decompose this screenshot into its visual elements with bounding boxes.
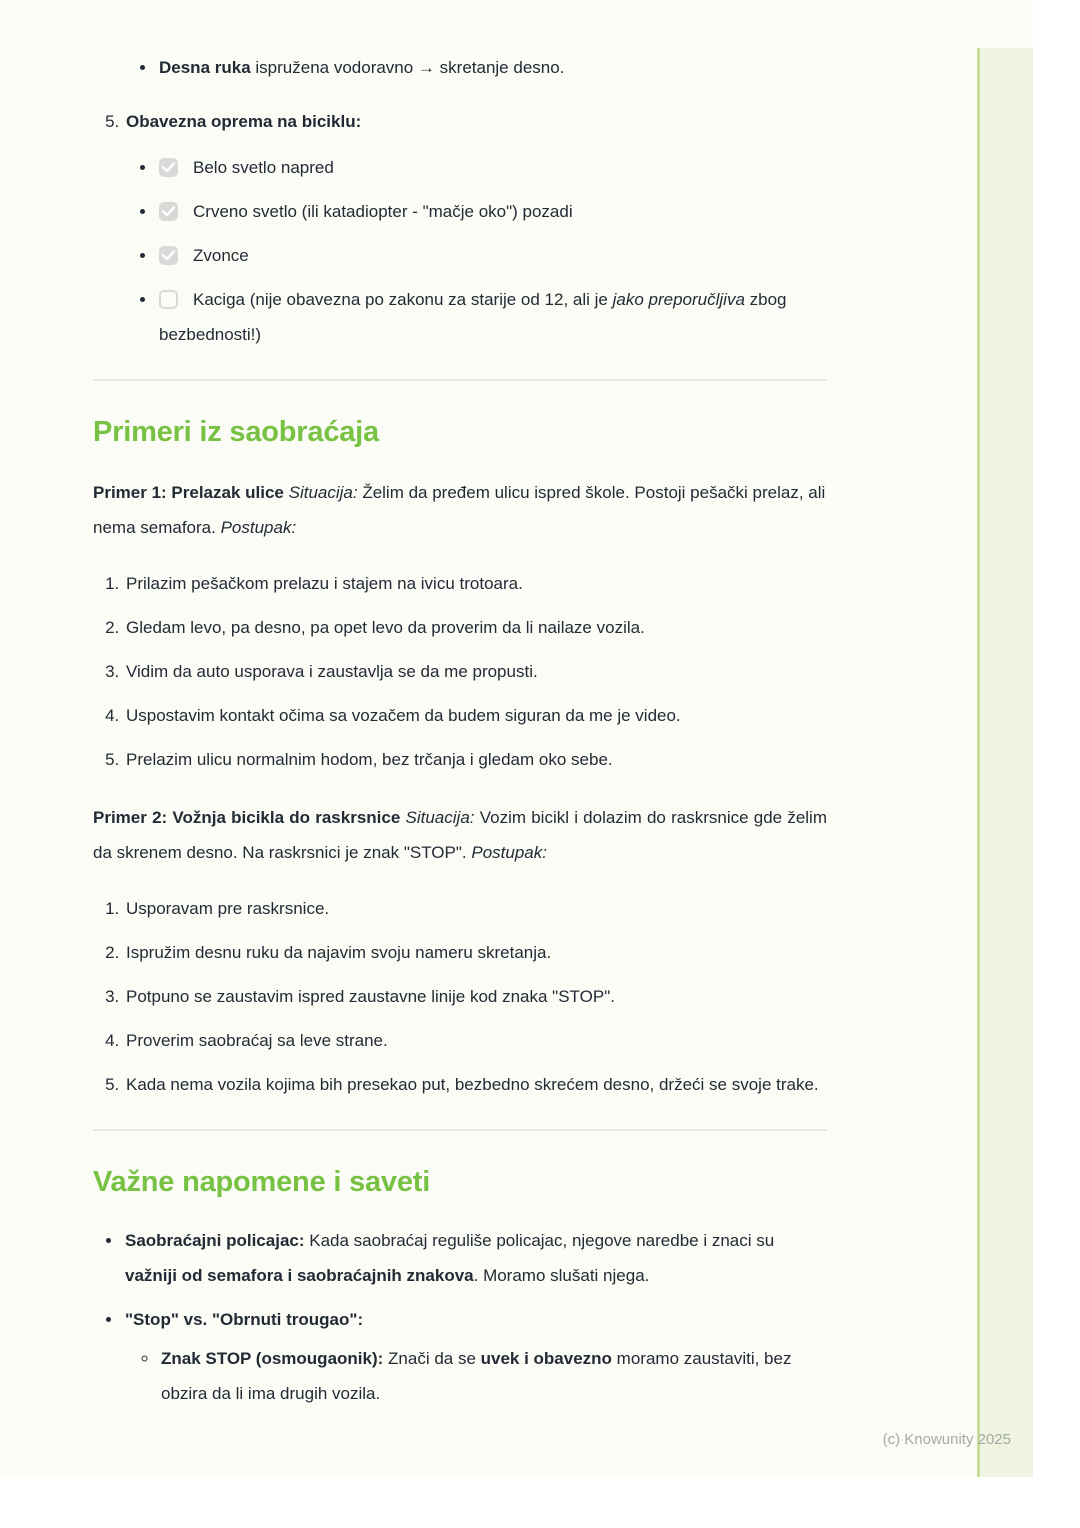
primer2-title: Primer 2: Vožnja bicikla do raskrsnice: [93, 808, 406, 827]
primer2-postupak-label: Postupak:: [471, 843, 547, 862]
equipment-item: [124, 104, 827, 352]
step-item: [124, 566, 827, 601]
checklist-label: Zvonce: [193, 246, 249, 265]
note-item: [123, 1302, 827, 1411]
checklist-item: [157, 238, 827, 273]
checklist-label: Kaciga (nije obavezna po zakonu za starije od 12, ali je: [193, 290, 613, 309]
step-item: [124, 1023, 827, 1058]
step-item: [124, 1067, 827, 1102]
subnote-item: [159, 1341, 827, 1411]
equipment-numbered-list: [93, 104, 827, 352]
step-text: Prilazim pešačkom prelazu i stajem na ivicu trotoara.: [126, 574, 523, 593]
checklist-item: [157, 282, 827, 352]
checklist-label: Crveno svetlo (ili katadiopter - "mačje oko") pozadi: [193, 202, 573, 221]
subnote-text: moramo zaustaviti, bez obzira da li ima drugih vozila.: [161, 1349, 792, 1403]
primer2-situacija-text: Vozim bicikl i dolazim do raskrsnice gde želim da skrenem desno. Na raskrsnici je znak "STOP".: [93, 808, 827, 862]
primer1-title: Primer 1: Prelazak ulice: [93, 483, 289, 502]
intro-bold-text: Desna ruka: [159, 58, 256, 77]
step-item: [124, 610, 827, 645]
equipment-title: Obavezna oprema na biciklu:: [126, 112, 362, 131]
step-item: [124, 979, 827, 1014]
subnote-bold: uvek i obavezno: [480, 1349, 612, 1368]
step-text: Ispružim desnu ruku da najavim svoju nameru skretanja.: [126, 943, 552, 962]
step-item: [124, 654, 827, 689]
subnote-bold: Znak STOP (osmougaonik):: [161, 1349, 384, 1368]
step-text: Kada nema vozila kojima bih presekao put, bezbedno skrećem desno, držeći se svoje trake.: [126, 1075, 819, 1094]
note-text: . Moramo slušati njega.: [473, 1266, 650, 1285]
primer1-postupak-label: Postupak:: [220, 518, 297, 537]
step-text: Vidim da auto usporava i zaustavlja se da me propusti.: [126, 662, 538, 681]
checklist-label-italic: jako preporučljiva: [612, 290, 745, 309]
primer1-paragraph: [93, 475, 827, 545]
note-bold: važniji od semafora i saobraćajnih znakova: [125, 1266, 474, 1285]
note-item: [123, 1223, 827, 1293]
section-heading-napomene: Važne napomene i saveti: [93, 1166, 431, 1198]
primer1-steps: [93, 566, 827, 777]
note-bold: "Stop" vs. "Obrnuti trougao":: [125, 1310, 364, 1329]
step-text: Potpuno se zaustavim ispred zaustavne linije kod znaka "STOP".: [126, 987, 615, 1006]
note-text: Kada saobraćaj reguliše policajac, njegove naredbe i znaci su: [304, 1231, 775, 1250]
subnotes-list: [125, 1341, 827, 1411]
step-text: Prelazim ulicu normalnim hodom, bez trčanja i gledam oko sebe.: [126, 750, 613, 769]
checklist-item: [157, 150, 827, 185]
primer2-steps: [93, 891, 827, 1102]
step-item: [124, 698, 827, 733]
step-text: Uspostavim kontakt očima sa vozačem da budem siguran da me je video.: [126, 706, 681, 725]
step-item: [124, 935, 827, 970]
subnote-text: Znači da se: [383, 1349, 481, 1368]
primer1-situacija-label: Situacija:: [288, 483, 358, 502]
primer2-situacija-label: Situacija:: [405, 808, 475, 827]
primer2-paragraph: [93, 800, 827, 870]
notes-list: [93, 1223, 827, 1411]
section-heading-primeri: Primeri iz saobraćaja: [93, 416, 379, 448]
checkbox-checked-icon[interactable]: [159, 246, 178, 265]
checklist-label: zbog bezbednosti!): [159, 290, 787, 344]
watermark-text: (c) Knowunity 2025: [882, 1431, 1011, 1448]
checkbox-checked-icon[interactable]: [159, 202, 178, 221]
checkbox-checked-icon[interactable]: [159, 158, 178, 177]
step-text: Proverim saobraćaj sa leve strane.: [126, 1031, 388, 1050]
step-item: [124, 891, 827, 926]
checklist-item: [157, 194, 827, 229]
step-text: Usporavam pre raskrsnice.: [126, 899, 330, 918]
step-text: Gledam levo, pa desno, pa opet levo da proverim da li nailaze vozila.: [126, 618, 645, 637]
step-item: [124, 742, 827, 777]
intro-rest-text: ispružena vodoravno → skretanje desno.: [255, 58, 565, 77]
note-bold: Saobraćajni policajac:: [125, 1231, 305, 1250]
equipment-checklist: [126, 150, 827, 352]
intro-bullet: [157, 50, 827, 85]
intro-list: [93, 50, 827, 85]
checkbox-unchecked-icon[interactable]: [159, 290, 178, 309]
primer1-situacija-text: Želim da pređem ulicu ispred škole. Postoji pešački prelaz, ali nema semafora.: [93, 483, 826, 537]
section-divider: [93, 379, 827, 381]
section-divider: [93, 1129, 827, 1131]
checklist-label: Belo svetlo napred: [193, 158, 334, 177]
